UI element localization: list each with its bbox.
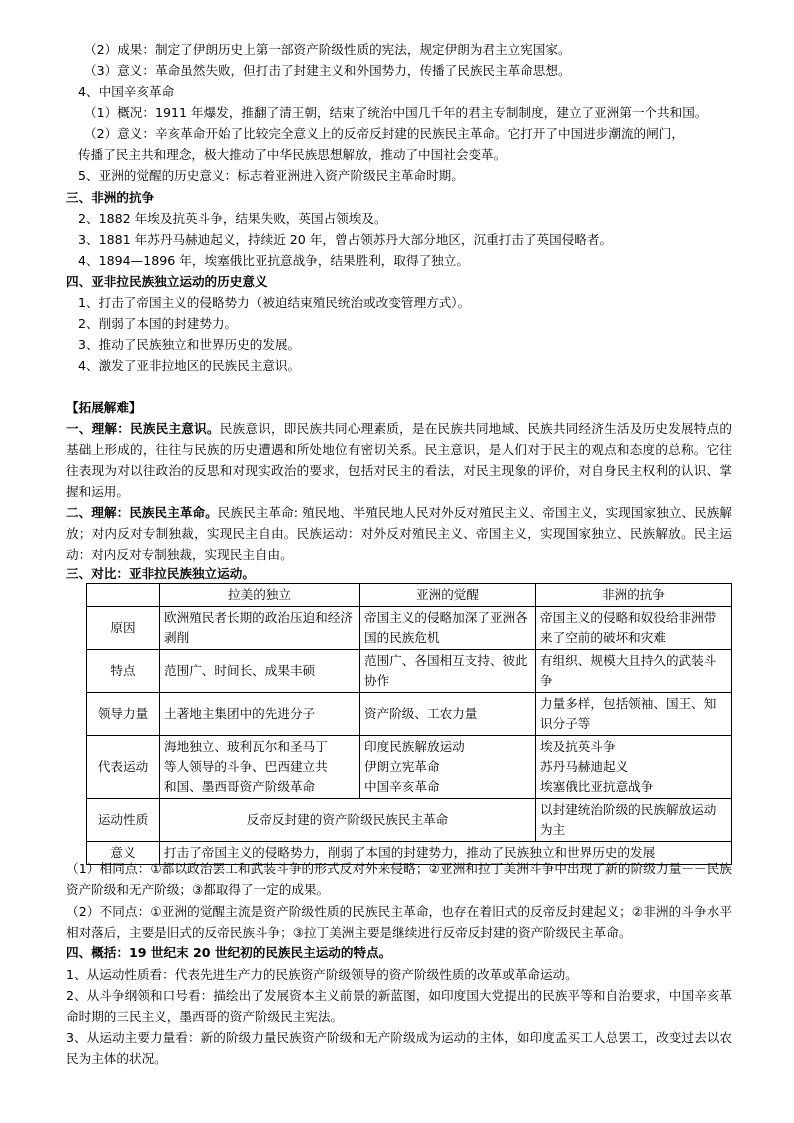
section-africa-heading: 三、非洲的抗争	[66, 190, 155, 205]
table-cell: 有组织、规模大且持久的武装斗争	[536, 650, 732, 693]
table-cell: 欧洲殖民者长期的政治压迫和经济剥削	[160, 607, 360, 650]
movement-line: 苏丹马赫迪起义	[540, 759, 629, 774]
table-row	[87, 799, 732, 842]
asia-awakening-significance: 5、亚洲的觉醒的历史意义：标志着亚洲进入资产阶级民主革命时期。	[78, 168, 464, 183]
understand-national-democratic-revolution	[66, 502, 732, 565]
table-cell-merged: 反帝反封建的资产阶级民族民主革命	[160, 799, 536, 842]
movement-line: 埃及抗英斗争	[540, 739, 616, 754]
table-cell	[536, 736, 732, 799]
movement-line: 埃塞俄比亚抗意战争	[540, 779, 654, 794]
summary-item: 1、从运动性质看：代表先进生产力的民族资产阶级领导的资产阶级性质的改革或革命运动。	[66, 967, 578, 982]
result-line: （2）成果：制定了伊朗历史上第一部资产阶级性质的宪法，规定伊朗为君主立宪国家。	[84, 42, 571, 57]
movement-line: 海地独立、玻利瓦尔和圣马丁	[164, 739, 328, 754]
understand-text: 民族意识，即民族共同心理素质，是在民族共同地域、民族共同经济生活及历史发展特点的基础上形成的，往往与民族的历史遭遇和所处地位有密切关系。民主意识，是人们对于民主的观点和态度的总称。它往往表现为对以往政治的反思和对现实政治的要求，包括对民主的看法，对民主现象的评价，对自身民主权利的认识、掌握和运用。	[66, 421, 733, 499]
understand-national-democratic-consciousness	[66, 418, 732, 502]
xinhai-significance: （2）意义：辛亥革命开始了比较完全意义上的反帝反封建的民族民主革命。它打开了中国进步潮流的闸门，	[84, 126, 684, 141]
row-label: 原因	[87, 607, 160, 650]
significance-item: 3、推动了民族独立和世界历史的发展。	[78, 337, 301, 352]
africa-item: 2、1882 年埃及抗英斗争，结果失败，英国占领埃及。	[78, 211, 387, 226]
movement-line: 和国、墨西哥资产阶级革命	[164, 779, 316, 794]
table-row	[87, 736, 732, 799]
table-cell: 帝国主义的侵略和奴役给非洲带来了空前的破坏和灾难	[536, 607, 732, 650]
africa-item: 4、1894—1896 年，埃塞俄比亚抗意战争，结果胜利，取得了独立。	[78, 253, 469, 268]
compare-heading: 三、对比：亚非拉民族独立运动。	[66, 566, 255, 581]
significance-item: 1、打击了帝国主义的侵略势力（被迫结束殖民统治或改变管理方式）。	[78, 295, 471, 310]
summary-item: 2、从斗争纲领和口号看：描绘出了发展资本主义前景的新蓝图，如印度国大党提出的民族平等和自治要求，中国辛亥革命时期的三民主义，墨西哥的资产阶级民主宪法。	[66, 988, 732, 1024]
table-header-cell: 拉美的独立	[160, 584, 360, 607]
table-row	[87, 607, 732, 650]
table-header-cell	[87, 584, 160, 607]
table-row	[87, 650, 732, 693]
table-cell: 土著地主集团中的先进分子	[160, 693, 360, 736]
movement-line: 等人领导的斗争、巴西建立共	[164, 759, 328, 774]
xinhai-significance-cont: 传播了民主共和理念，极大推动了中华民族思想解放，推动了中国社会变革。	[78, 147, 507, 162]
xinhai-overview: （1）概况：1911 年爆发，推翻了清王朝，结束了统治中国几千年的君主专制制度，建立了亚洲第一个共和国。	[84, 105, 708, 120]
differences-paragraph: （2）不同点：①亚洲的觉醒主流是资产阶级性质的民族民主革命，也存在着旧式的反帝反封建起义；②非洲的斗争水平相对落后，主要是旧式的反帝民族斗争；③拉丁美洲主要是继续进行反帝反封建的资产阶级民主革命。	[66, 904, 732, 940]
table-cell: 资产阶级、工农力量	[360, 693, 536, 736]
table-cell-full: 打击了帝国主义的侵略势力，削弱了本国的封建势力，推动了民族独立和世界历史的发展	[160, 842, 732, 865]
significance-item: 4、激发了亚非拉地区的民族民主意识。	[78, 358, 301, 373]
row-label: 领导力量	[87, 693, 160, 736]
xinhai-heading: 4、中国辛亥革命	[78, 84, 175, 99]
row-label: 意义	[87, 842, 160, 865]
table-cell: 力量多样，包括领袖、国王、知识分子等	[536, 693, 732, 736]
row-label: 运动性质	[87, 799, 160, 842]
africa-item: 3、1881 年苏丹马赫迪起义，持续近 20 年，曾占领苏丹大部分地区，沉重打击了英国侵略者。	[78, 232, 613, 247]
similarities-paragraph: （1）相同点：①都以政治罢工和武装斗争的形式反对外来侵略；②亚洲和拉丁美洲斗争中出现了新的阶级力量－－民族资产阶级和无产阶级；③都取得了一定的成果。	[66, 861, 732, 897]
understand-label: 二、理解：民族民主革命。	[66, 505, 218, 520]
significance-item: 2、削弱了本国的封建势力。	[78, 316, 238, 331]
table-cell	[360, 736, 536, 799]
table-cell	[160, 736, 360, 799]
table-header-row	[87, 584, 732, 607]
table-row	[87, 693, 732, 736]
movement-line: 印度民族解放运动	[364, 739, 465, 754]
table-cell: 帝国主义的侵略加深了亚洲各国的民族危机	[360, 607, 536, 650]
table-cell: 范围广、各国相互支持、彼此协作	[360, 650, 536, 693]
movement-line: 伊朗立宪革命	[364, 759, 440, 774]
table-header-cell: 非洲的抗争	[536, 584, 732, 607]
movement-line: 中国辛亥革命	[364, 779, 440, 794]
summary-heading: 四、概括：19 世纪末 20 世纪初的民族民主运动的特点。	[66, 945, 392, 960]
understand-label: 一、理解：民族民主意识。	[66, 421, 220, 436]
section-significance-heading: 四、亚非拉民族独立运动的历史意义	[66, 274, 268, 289]
significance-line: （3）意义：革命虽然失败，但打击了封建主义和外国势力，传播了民族民主革命思想。	[84, 63, 571, 78]
summary-item: 3、从运动主要力量看：新的阶级力量民族资产阶级和无产阶级成为运动的主体，如印度孟买工人总罢工，改变过去以农民为主体的状况。	[66, 1030, 732, 1066]
row-label: 特点	[87, 650, 160, 693]
table-cell: 以封建统治阶级的民族解放运动为主	[536, 799, 732, 842]
row-label: 代表运动	[87, 736, 160, 799]
table-cell: 范围广、时间长、成果丰硕	[160, 650, 360, 693]
extension-heading: 【拓展解难】	[66, 400, 142, 415]
understand-text: 民族民主革命: 殖民地、半殖民地人民对外反对殖民主义、帝国主义，实现国家独立、民族解放；对内反对专制独裁，实现民主自由。民族运动：对外反对殖民主义、帝国主义，实现国家独立、民族解放。民主运动：对内反对专制独裁，实现民主自由。	[66, 505, 733, 562]
table-header-cell: 亚洲的觉醒	[360, 584, 536, 607]
comparison-table	[86, 583, 732, 865]
